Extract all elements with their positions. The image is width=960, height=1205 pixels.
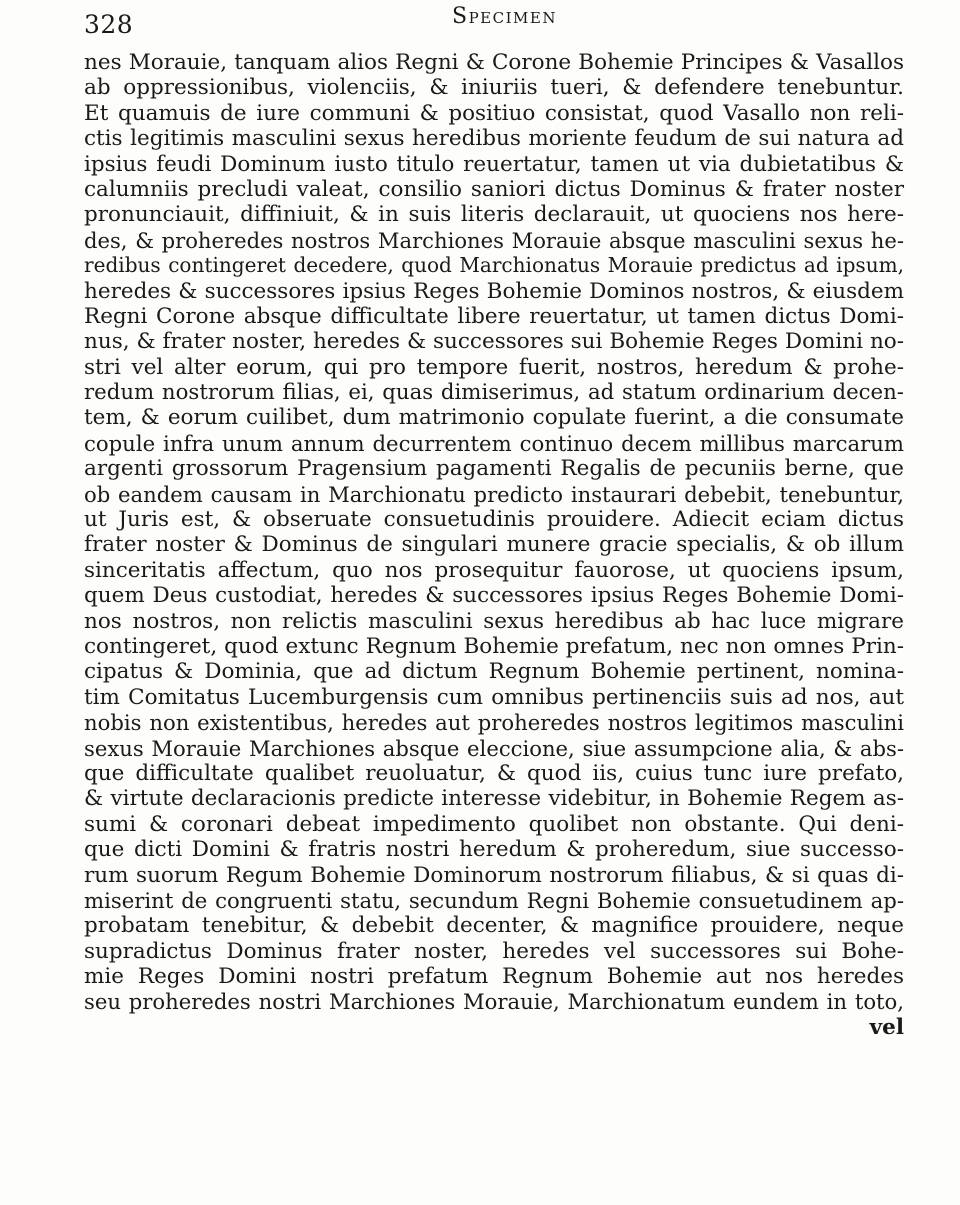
text-line: que dicti Domini & fratris nostri heredum & proheredum, siue successo- <box>84 837 904 863</box>
text-line: heredes & successores ipsius Reges Bohemie Dominos nostros, & eiusdem <box>84 278 904 304</box>
page-number: 328 <box>84 10 134 39</box>
running-title: Specimen <box>452 4 557 29</box>
text-line: probatam tenebitur, & debebit decenter, & magnifice prouidere, neque <box>84 913 904 939</box>
text-line: quem Deus custodiat, heredes & successores ipsius Reges Bohemie Domi- <box>84 583 904 609</box>
text-line: nos nostros, non relictis masculini sexus heredibus ab hac luce migrare <box>84 608 904 634</box>
text-line: calumniis precludi valeat, consilio saniori dictus Dominus & frater noster <box>84 176 904 202</box>
catchword: vel <box>869 1014 904 1040</box>
text-line: ut Juris est, & obseruate consuetudinis prouidere. Adiecit eciam dictus <box>84 507 904 533</box>
text-line: cipatus & Dominia, que ad dictum Regnum Bohemie pertinent, nomina- <box>84 659 904 685</box>
text-line: ob eandem causam in Marchionatu predicto instaurari debebit, tenebuntur, <box>84 481 904 507</box>
text-line: sinceritatis affectum, quo nos prosequitur fauorose, ut quociens ipsum, <box>84 557 904 583</box>
text-line: seu proheredes nostri Marchiones Morauie, Marchionatum eundem in toto, <box>84 989 904 1015</box>
text-line: Regni Corone absque difficultate libere reuertatur, ut tamen dictus Domi- <box>84 303 904 329</box>
text-line: rum suorum Regum Bohemie Dominorum nostrorum filiabus, & si quas di- <box>84 862 904 888</box>
text-line: nus, & frater noster, heredes & successores sui Bohemie Reges Domini no- <box>84 329 904 355</box>
text-line: stri vel alter eorum, qui pro tempore fuerit, nostros, heredum & prohe- <box>84 354 904 380</box>
text-line: ipsius feudi Dominum iusto titulo reuertatur, tamen ut via dubietatibus & <box>84 151 904 177</box>
text-line: copule infra unum annum decurrentem continuo decem millibus marcarum <box>84 430 904 456</box>
text-line: pronunciauit, diffiniuit, & in suis literis declarauit, ut quociens nos here- <box>84 202 904 228</box>
text-line: mie Reges Domini nostri prefatum Regnum Bohemie aut nos heredes <box>84 964 904 990</box>
text-line: tem, & eorum cuilibet, dum matrimonio copulate fuerint, a die consumate <box>84 405 904 431</box>
body-text <box>84 50 904 1040</box>
text-line: & virtute declaracionis predicte interesse videbitur, in Bohemie Regem as- <box>84 786 904 812</box>
text-line: miserint de congruenti statu, secundum Regni Bohemie consuetudinem ap- <box>84 887 904 913</box>
text-line: frater noster & Dominus de singulari munere gracie specialis, & ob illum <box>84 532 904 558</box>
text-line: que difficultate qualibet reuoluatur, & quod iis, cuius tunc iure prefato, <box>84 760 904 786</box>
text-line: tim Comitatus Lucemburgensis cum omnibus pertinenciis suis ad nos, aut <box>84 684 904 710</box>
text-line: ab oppressionibus, violenciis, & iniuriis tueri, & defendere tenebuntur. <box>84 75 904 101</box>
text-line: sexus Morauie Marchiones absque eleccione, siue assumpcione alia, & abs- <box>84 735 904 761</box>
text-line: argenti grossorum Pragensium pagamenti Regalis de pecuniis berne, que <box>84 456 904 482</box>
text-line: redum nostrorum filias, ei, quas dimiserimus, ad statum ordinarium decen- <box>84 380 904 406</box>
text-line: ctis legitimis masculini sexus heredibus moriente feudum de sui natura ad <box>84 126 904 152</box>
page-header <box>84 2 920 42</box>
text-line: sumi & coronari debeat impedimento quolibet non obstante. Qui deni- <box>84 811 904 837</box>
text-line: redibus contingeret decedere, quod Marchionatus Morauie predictus ad ipsum, <box>84 253 904 278</box>
text-line: des, & proheredes nostros Marchiones Morauie absque masculini sexus he- <box>84 227 904 253</box>
text-line: nes Morauie, tanquam alios Regni & Corone Bohemie Principes & Vasallos <box>84 50 904 75</box>
text-line: nobis non existentibus, heredes aut proheredes nostros legitimos masculini <box>84 710 904 736</box>
text-line: supradictus Dominus frater noster, heredes vel successores sui Bohe- <box>84 938 904 964</box>
text-line: Et quamuis de iure communi & positiuo consistat, quod Vasallo non reli- <box>84 100 904 126</box>
text-line: contingeret, quod extunc Regnum Bohemie prefatum, nec non omnes Prin- <box>84 633 904 659</box>
